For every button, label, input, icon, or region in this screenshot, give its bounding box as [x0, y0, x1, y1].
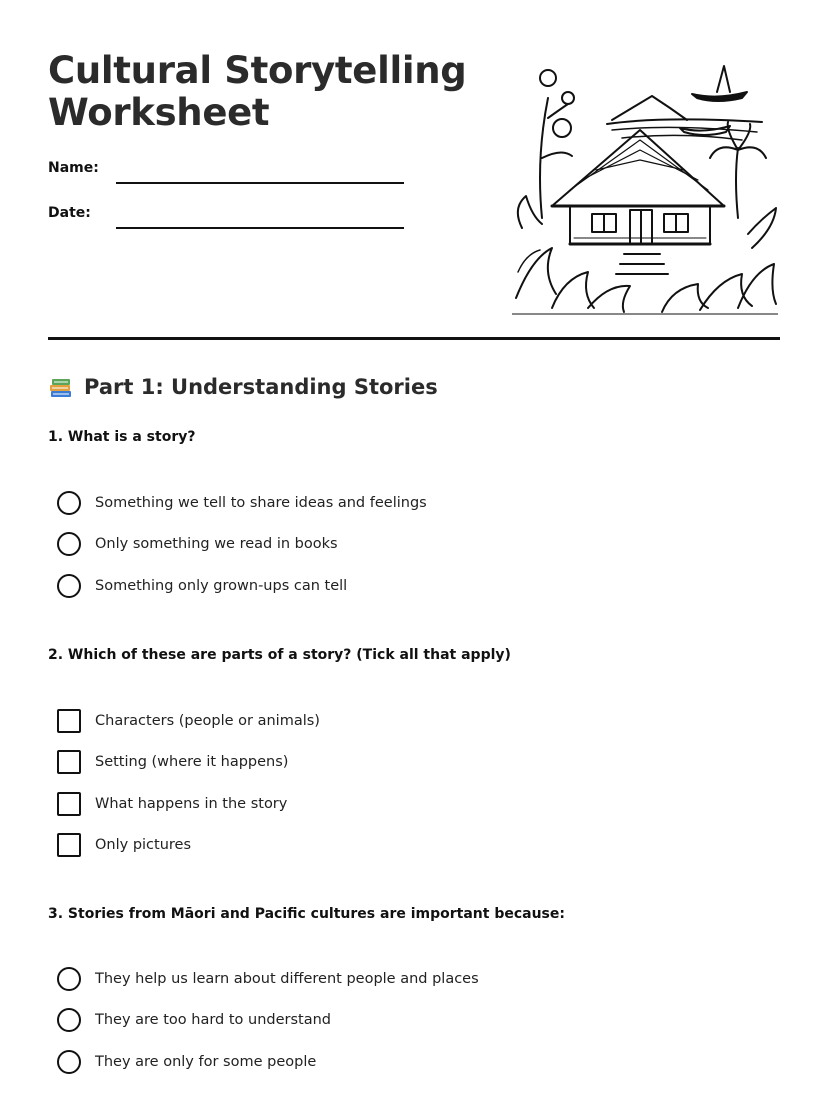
option-label: They are too hard to understand: [95, 1012, 332, 1028]
date-input-line[interactable]: [116, 227, 404, 229]
checkbox[interactable]: [57, 833, 81, 857]
books-icon: [48, 374, 74, 400]
option-label: Something only grown-ups can tell: [95, 578, 348, 594]
question-1: 1. What is a story?: [48, 429, 196, 445]
option-label: Setting (where it happens): [95, 754, 289, 770]
option-label: Only pictures: [95, 837, 192, 853]
option-label: They are only for some people: [95, 1054, 317, 1070]
option-label: What happens in the story: [95, 796, 288, 812]
section-divider: [48, 337, 780, 340]
q1-option-3[interactable]: [57, 574, 347, 598]
q2-option-3[interactable]: [57, 792, 287, 816]
q3-option-3[interactable]: [57, 1050, 316, 1074]
checkbox[interactable]: [57, 750, 81, 774]
radio-button[interactable]: [57, 1008, 81, 1032]
q2-option-2[interactable]: [57, 750, 288, 774]
checkbox[interactable]: [57, 792, 81, 816]
question-2: 2. Which of these are parts of a story? (Tick all that apply): [48, 647, 511, 663]
date-label: Date:: [48, 205, 91, 221]
q3-option-1[interactable]: [57, 967, 479, 991]
radio-button[interactable]: [57, 967, 81, 991]
radio-button[interactable]: [57, 532, 81, 556]
q3-option-2[interactable]: [57, 1008, 331, 1032]
date-field[interactable]: [48, 205, 404, 221]
radio-button[interactable]: [57, 491, 81, 515]
worksheet-title: [48, 50, 466, 134]
q1-option-1[interactable]: [57, 491, 427, 515]
radio-button[interactable]: [57, 1050, 81, 1074]
title-line-2: Worksheet: [48, 91, 270, 134]
option-label: Something we tell to share ideas and feelings: [95, 495, 427, 511]
option-label: Characters (people or animals): [95, 713, 320, 729]
village-house-illustration: [512, 58, 778, 316]
title-line-1: Cultural Storytelling: [48, 49, 467, 92]
checkbox[interactable]: [57, 709, 81, 733]
q2-option-4[interactable]: [57, 833, 191, 857]
q2-option-1[interactable]: [57, 709, 320, 733]
question-3: 3. Stories from Māori and Pacific cultures are important because:: [48, 906, 565, 922]
name-label: Name:: [48, 160, 99, 176]
radio-button[interactable]: [57, 574, 81, 598]
option-label: They help us learn about different people and places: [95, 971, 479, 987]
part1-title: Part 1: Understanding Stories: [84, 375, 438, 399]
name-field[interactable]: [48, 160, 404, 176]
q1-option-2[interactable]: [57, 532, 338, 556]
name-input-line[interactable]: [116, 182, 404, 184]
part1-heading: [48, 374, 438, 400]
option-label: Only something we read in books: [95, 536, 338, 552]
